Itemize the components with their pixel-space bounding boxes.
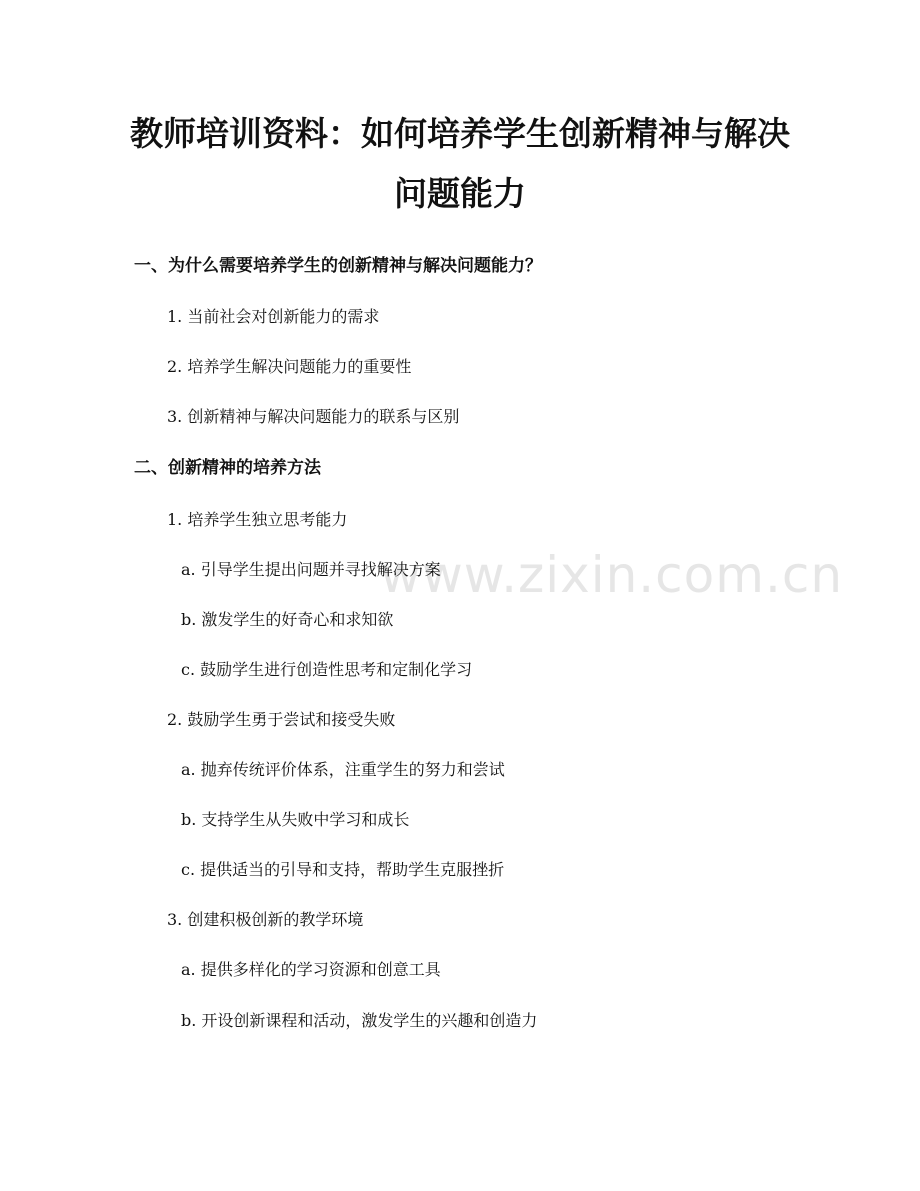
sub-list-item: b. 支持学生从失败中学习和成长 bbox=[181, 810, 410, 829]
document-title: 教师培训资料：如何培养学生创新精神与解决问题能力 bbox=[130, 114, 790, 213]
list-item: 3. 创新精神与解决问题能力的联系与区别 bbox=[167, 407, 460, 426]
sub-list-item: a. 提供多样化的学习资源和创意工具 bbox=[181, 960, 441, 979]
list-item: 2. 培养学生解决问题能力的重要性 bbox=[167, 357, 412, 376]
watermark: www.zixin.com.cn bbox=[380, 546, 844, 604]
sub-list-item: b. 激发学生的好奇心和求知欲 bbox=[181, 610, 394, 629]
sub-list-item: c. 提供适当的引导和支持，帮助学生克服挫折 bbox=[181, 860, 505, 879]
sub-list-item: a. 抛弃传统评价体系，注重学生的努力和尝试 bbox=[181, 760, 505, 779]
list-item: 1. 培养学生独立思考能力 bbox=[167, 510, 348, 529]
list-item: 1. 当前社会对创新能力的需求 bbox=[167, 307, 380, 326]
sub-list-item: b. 开设创新课程和活动，激发学生的兴趣和创造力 bbox=[181, 1011, 538, 1030]
section-heading: 二、创新精神的培养方法 bbox=[134, 458, 321, 478]
list-item: 2. 鼓励学生勇于尝试和接受失败 bbox=[167, 710, 396, 729]
section-heading: 一、为什么需要培养学生的创新精神与解决问题能力？ bbox=[134, 256, 542, 276]
sub-list-item: c. 鼓励学生进行创造性思考和定制化学习 bbox=[181, 660, 473, 679]
list-item: 3. 创建积极创新的教学环境 bbox=[167, 910, 364, 929]
sub-list-item: a. 引导学生提出问题并寻找解决方案 bbox=[181, 560, 441, 579]
